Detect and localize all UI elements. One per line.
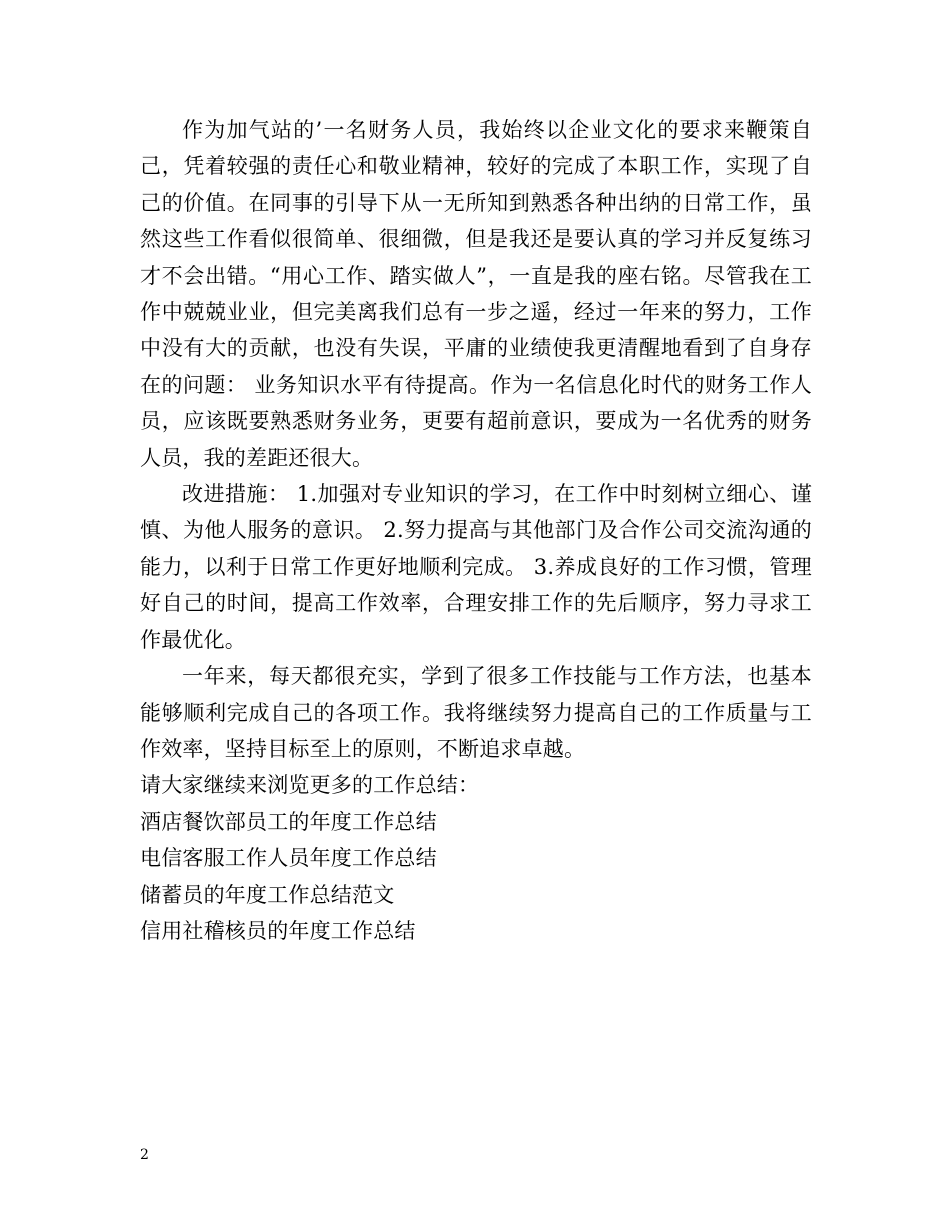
related-link-telecom-service[interactable]: 电信客服工作人员年度工作总结 bbox=[140, 846, 437, 871]
related-link-credit-auditor[interactable]: 信用社稽核员的年度工作总结 bbox=[140, 918, 416, 943]
page-number: 2 bbox=[140, 1147, 149, 1163]
paragraph-improvements: 改进措施： 1.加强对专业知识的学习，在工作中时刻树立细心、谨慎、为他人服务的意识。 2.努力提高与其他部门及合作公司交流沟通的能力，以利于日常工作更好地顺利完成。 3.养成良好的工作习惯，管理好自己的时间，提高工作效率，合理安排工作的先后顺序，努力寻求工作最优化。 bbox=[140, 482, 812, 652]
paragraph-conclusion: 一年来，每天都很充实，学到了很多工作技能与工作方法，也基本能够顺利完成自己的各项工作。我将继续努力提高自己的工作质量与工作效率，坚持目标至上的原则，不断追求卓越。 bbox=[140, 664, 812, 761]
related-link-savings-clerk[interactable]: 储蓄员的年度工作总结范文 bbox=[140, 882, 395, 907]
paragraph-self-assessment: 作为加气站的’一名财务人员，我始终以企业文化的要求来鞭策自己，凭着较强的责任心和敬业精神，较好的完成了本职工作，实现了自己的价值。在同事的引导下从一无所知到熟悉各种出纳的日常工作，虽然这些工作看似很简单、很细微，但是我还是要认真的学习并反复练习才不会出错。“用心工作、踏实做人”，一直是我的座右铭。尽管我在工作中兢兢业业，但完美离我们总有一步之遥，经过一年来的努力，工作中没有大的贡献，也没有失误，平庸的业绩使我更清醒地看到了自身存在的问题： 业务知识水平有待提高。作为一名信息化时代的财务工作人员，应该既要熟悉财务业务，更要有超前意识，要成为一名优秀的财务人员，我的差距还很大。 bbox=[140, 118, 812, 470]
related-link-hotel-catering[interactable]: 酒店餐饮部员工的年度工作总结 bbox=[140, 809, 437, 834]
more-summaries-intro: 请大家继续来浏览更多的工作总结： bbox=[140, 773, 480, 798]
document-body bbox=[140, 112, 812, 949]
